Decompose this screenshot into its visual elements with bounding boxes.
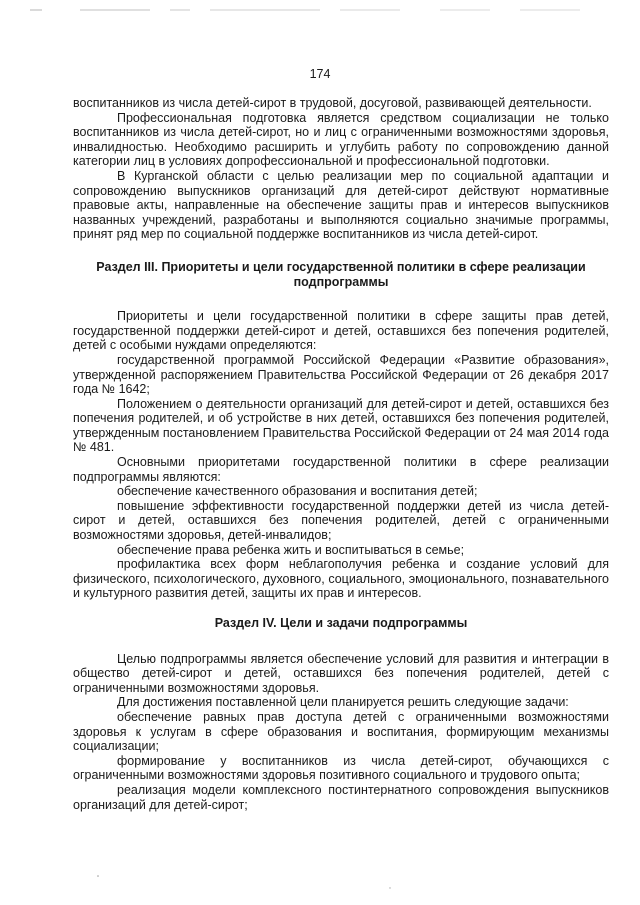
- page-number: 174: [309, 67, 331, 81]
- list-item: обеспечение равных прав доступа детей с ограниченными возможностями здоровья к услугам в сфере образования и воспитания, формирующим механизмы социализации;: [73, 709, 609, 754]
- list-item: формирование у воспитанников из числа детей-сирот, обучающихся с ограниченными возможностями здоровья позитивного социального и трудового опыта;: [73, 753, 609, 783]
- list-item: обеспечение права ребенка жить и воспитываться в семье;: [117, 542, 465, 557]
- paragraph-continuation: воспитанников из числа детей-сирот в трудовой, досуговой, развивающей деятельности.: [73, 96, 592, 110]
- paragraph: Целью подпрограммы является обеспечение условий для развития и интеграции в общество детей-сирот и детей, оставшихся без попечения родителей, детей с ограниченными возможностями здоровья.: [73, 651, 609, 695]
- list-item: государственной программой Российской Федерации «Развитие образования», утвержденной распоряжением Правительства Российской Федерации от 26 декабря 2017 года № 1642;: [73, 352, 609, 397]
- paragraph: Основными приоритетами государственной политики в сфере реализации подпрограммы являются:: [73, 455, 609, 484]
- scan-artifacts-bottom: [90, 870, 590, 900]
- list-item: обеспечение качественного образования и воспитания детей;: [117, 484, 478, 499]
- section-heading-3: Раздел III. Приоритеты и цели государственной политики в сфере реализации подпрограммы: [96, 259, 586, 289]
- paragraph: Для достижения поставленной цели планируется решить следующие задачи:: [117, 695, 569, 710]
- list-item: профилактика всех форм неблагополучия ребенка и создание условий для физического, психологического, духовного, социального, эмоционального, познавательного и культурного развития детей, защиты их прав и интересов.: [73, 557, 609, 601]
- paragraph: В Курганской области с целью реализации мер по социальной адаптации и сопровождению выпускников организаций для детей-сирот действуют нормативные правовые акты, направленные на обеспечение защиты прав и интересов выпускников названных учреждений, разработаны и выполняются социально значимые программы, принят ряд мер по социальной поддержке воспитанников из числа детей-сирот.: [73, 168, 609, 242]
- document-body: [73, 96, 609, 812]
- scan-artifacts-top: [20, 8, 620, 12]
- paragraph: Профессиональная подготовка является средством социализации не только воспитанников из числа детей-сирот, но и лиц с ограниченными возможностями здоровья, инвалидностью. Необходимо расширить и углубить работу по сопровождению данной категории лиц в условиях допрофессиональной и профессиональной подготовки.: [73, 110, 609, 169]
- list-item: Положением о деятельности организаций для детей-сирот и детей, оставшихся без попечения родителей, и об устройстве в них детей, оставшихся без попечения родителей, утвержденным постановлением Правительства Российской Федерации от 24 мая 2014 года № 481.: [73, 396, 609, 455]
- list-item: повышение эффективности государственной поддержки детей из числа детей-сирот и детей, оставшихся без попечения родителей, детей с ограниченными возможностями здоровья, детей-инвалидов;: [73, 498, 609, 543]
- section-heading-4: Раздел IV. Цели и задачи подпрограммы: [214, 616, 468, 630]
- paragraph: Приоритеты и цели государственной политики в сфере защиты прав детей, государственной поддержки детей-сирот и детей, оставшихся без попечения родителей, детей с особыми нуждами определяются:: [73, 309, 609, 353]
- list-item: реализация модели комплексного постинтернатного сопровождения выпускников организаций для детей-сирот;: [73, 782, 609, 812]
